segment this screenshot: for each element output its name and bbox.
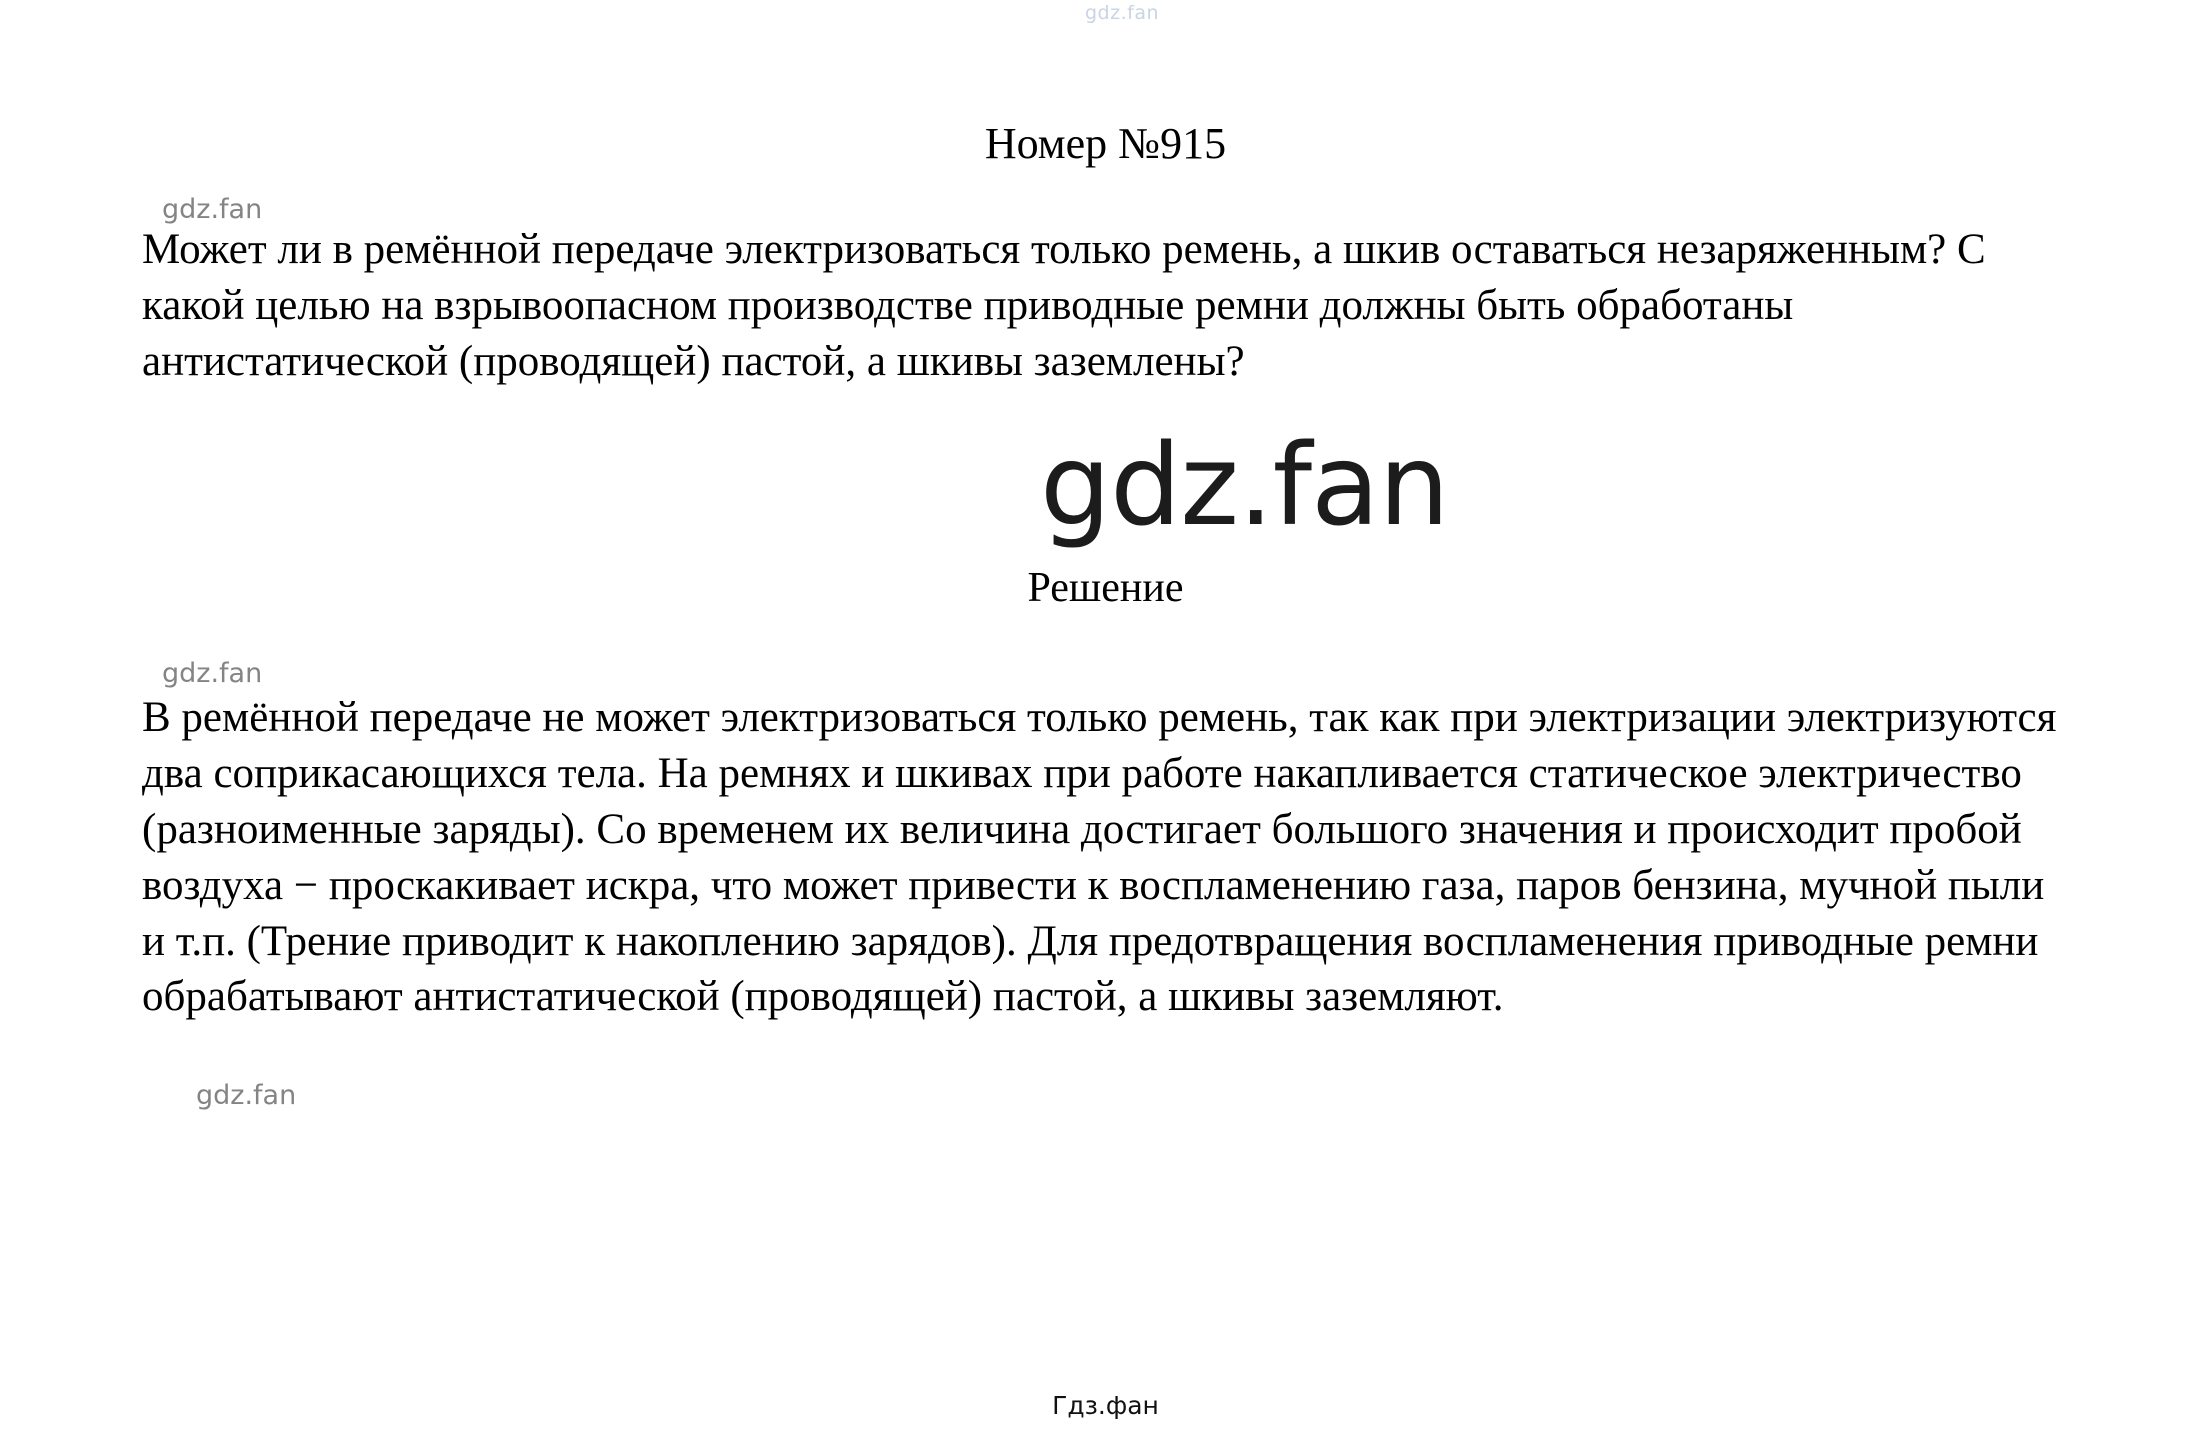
page-footer: Гдз.фан bbox=[1052, 1391, 1159, 1420]
watermark-small-3: gdz.fan bbox=[196, 1080, 297, 1111]
watermark-top: gdz.fan bbox=[1085, 2, 1160, 24]
answer-text-block bbox=[142, 690, 2072, 1025]
solution-heading: Решение bbox=[1027, 565, 1184, 611]
watermark-large: gdz.fan bbox=[1040, 421, 1449, 551]
answer-paragraph: В ремённой передаче не может электризоваться только ремень, так как при электризации электризуются два соприкасающихся тела. На ремнях и шкивах при работе накапливается статическое электричество (разноименные заряды). Со временем их величина достигает большого значения и происходит пробой воздуха − проскакивает искра, что может привести к воспламенению газа, паров бензина, мучной пыли и т.п. (Трение приводит к накоплению зарядов). Для предотвращения воспламенения приводные ремни обрабатывают антистатической (проводящей) пастой, а шкивы заземляют. bbox=[142, 694, 2057, 1021]
watermark-small-2: gdz.fan bbox=[162, 658, 263, 689]
question-paragraph: Может ли в ремённой передаче электризоваться только ремень, а шкив оставаться незаряженным? С какой целью на взрывоопасном производстве приводные ремни должны быть обработаны антистатической (проводящей) пастой, а шкивы заземлены? bbox=[142, 226, 1986, 385]
watermark-small-1: gdz.fan bbox=[162, 194, 263, 225]
page-title: Номер №915 bbox=[984, 119, 1227, 168]
question-text-block bbox=[142, 222, 2072, 390]
